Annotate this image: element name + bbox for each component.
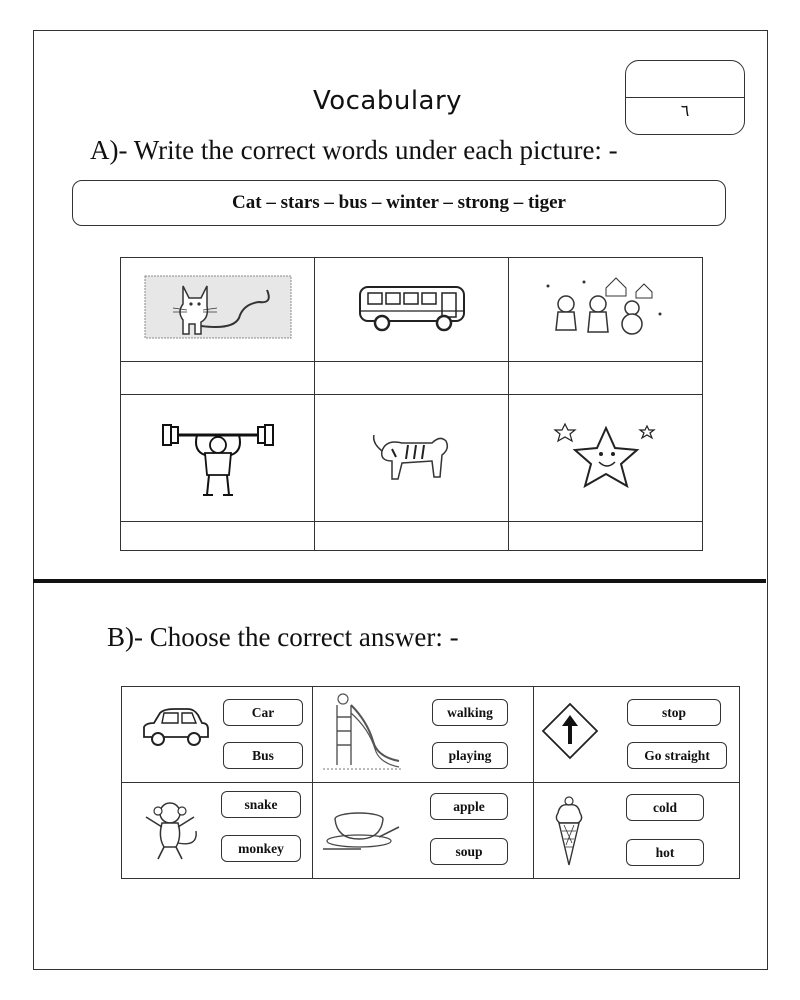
answer-cell-5[interactable]	[315, 522, 509, 551]
option-stop[interactable]: stop	[627, 699, 721, 726]
answer-cell-4[interactable]	[121, 522, 315, 551]
section-divider	[33, 579, 766, 583]
option-apple[interactable]: apple	[430, 793, 508, 820]
car-icon	[138, 705, 212, 753]
option-snake[interactable]: snake	[221, 791, 301, 818]
monkey-icon	[136, 797, 206, 865]
option-walking[interactable]: walking	[432, 699, 508, 726]
answer-cell-3[interactable]	[509, 362, 703, 395]
picture-cell-4	[121, 395, 315, 522]
cat-icon	[143, 274, 293, 340]
soup-bowl-icon	[321, 807, 401, 855]
winter-children-icon	[536, 274, 676, 340]
ice-cream-icon	[552, 793, 586, 869]
option-playing[interactable]: playing	[432, 742, 508, 769]
instruction-a: A)- Write the correct words under each picture: -	[90, 135, 618, 165]
option-go-straight[interactable]: Go straight	[627, 742, 727, 769]
bus-icon	[352, 277, 472, 337]
choice-cell-soup	[313, 783, 534, 879]
picture-cell-2	[315, 258, 509, 362]
choice-cell-monkey	[122, 783, 313, 879]
playground-slide-icon	[317, 691, 407, 773]
picture-cell-5	[315, 395, 509, 522]
option-monkey[interactable]: monkey	[221, 835, 301, 862]
option-cold[interactable]: cold	[626, 794, 704, 821]
option-car[interactable]: Car	[223, 699, 303, 726]
arrow-sign-icon	[541, 702, 599, 760]
word-bank: Cat – stars – bus – winter – strong – tiger	[72, 180, 726, 226]
choice-table	[121, 686, 740, 879]
answer-cell-1[interactable]	[121, 362, 315, 395]
option-soup[interactable]: soup	[430, 838, 508, 865]
choice-cell-slide	[313, 687, 534, 783]
picture-cell-1	[121, 258, 315, 362]
choice-cell-ice-cream	[534, 783, 740, 879]
answer-cell-6[interactable]	[509, 522, 703, 551]
option-bus[interactable]: Bus	[223, 742, 303, 769]
star-icon	[551, 416, 661, 496]
picture-cell-3	[509, 258, 703, 362]
picture-cell-6	[509, 395, 703, 522]
choice-cell-sign	[534, 687, 740, 783]
choice-cell-car	[122, 687, 313, 783]
answer-cell-2[interactable]	[315, 362, 509, 395]
page-title: Vocabulary	[312, 86, 463, 116]
score-value: ٦	[680, 101, 690, 120]
picture-table	[120, 257, 703, 551]
option-hot[interactable]: hot	[626, 839, 704, 866]
instruction-b: B)- Choose the correct answer: -	[107, 622, 459, 652]
strongman-icon	[153, 411, 283, 501]
tiger-icon	[362, 421, 462, 491]
